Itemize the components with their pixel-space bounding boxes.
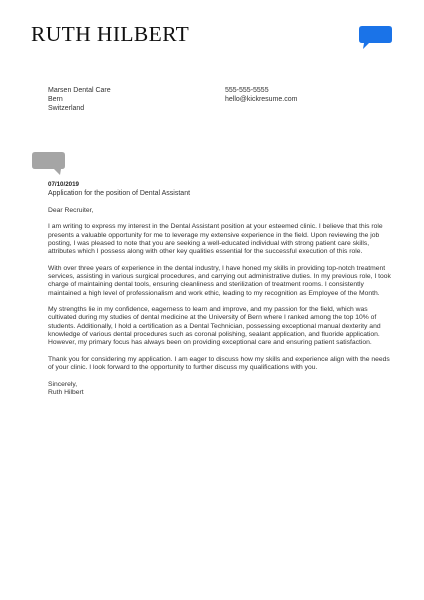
letter-paragraph: My strengths lie in my confidence, eagerness to learn and improve, and my passion for the field, which was cultivated during my studies of dental medicine at the University of Bern where I ranked among the top 10% of students. Additionally, I hold a certification as a Dental Technician, possessing exceptional manual dexterity and knowledge of various dental procedures such as coronal polishing, sealant application, and fluoride application. However, my primary focus has always been on providing exceptional care and ensuring patient satisfaction. bbox=[48, 306, 381, 347]
contact-phone: 555-555-5555 bbox=[225, 87, 269, 94]
letter-paragraph: Thank you for considering my application. I am eager to discuss how my skills and experience align with the needs of your clinic. I look forward to the opportunity to further discuss my qualifications with you. bbox=[48, 355, 390, 372]
letter-greeting: Dear Recruiter, bbox=[48, 207, 94, 214]
letter-paragraph: With over three years of experience in the dental industry, I have honed my skills in providing top-notch treatment services, assisting in various surgical procedures, and carrying out administrative duties. In my previous role, I took charge of maintaining dental tools, ensuring cleanliness and sterilization of treatment rooms. I consistently maintained a high level of professionalism and work ethic, leading to my recognition as Employee of the Month. bbox=[48, 264, 391, 297]
letter-subject: Application for the position of Dental Assistant bbox=[48, 190, 191, 197]
recipient-company: Marsen Dental Care bbox=[48, 87, 111, 94]
letter-paragraph: I am writing to express my interest in the Dental Assistant position at your esteemed clinic. I believe that this role presents a valuable opportunity for me to leverage my extensive experience in the field. Upon reviewing the job posting, I was pleased to note that you are seeking a well-educated individual with strong patient care skills, attributes which I possess along with other key qualities essential for the successful execution of this role. bbox=[48, 223, 383, 256]
letter-signature: Ruth Hilbert bbox=[48, 388, 84, 396]
speech-bubble-shape bbox=[359, 26, 392, 49]
speech-bubble-icon bbox=[32, 152, 65, 175]
speech-bubble-icon bbox=[359, 26, 392, 49]
applicant-name: RUTH HILBERT bbox=[31, 22, 190, 46]
recipient-address bbox=[48, 86, 111, 114]
contact-info bbox=[225, 86, 297, 104]
speech-bubble-shape bbox=[32, 152, 65, 175]
recipient-city: Bern bbox=[48, 96, 63, 104]
recipient-country: Switzerland bbox=[48, 105, 85, 113]
contact-email: hello@kickresume.com bbox=[225, 96, 298, 104]
letter-body bbox=[48, 207, 394, 397]
letter-closing: Sincerely, bbox=[48, 380, 78, 388]
letter-date: 07/10/2019 bbox=[48, 181, 79, 188]
